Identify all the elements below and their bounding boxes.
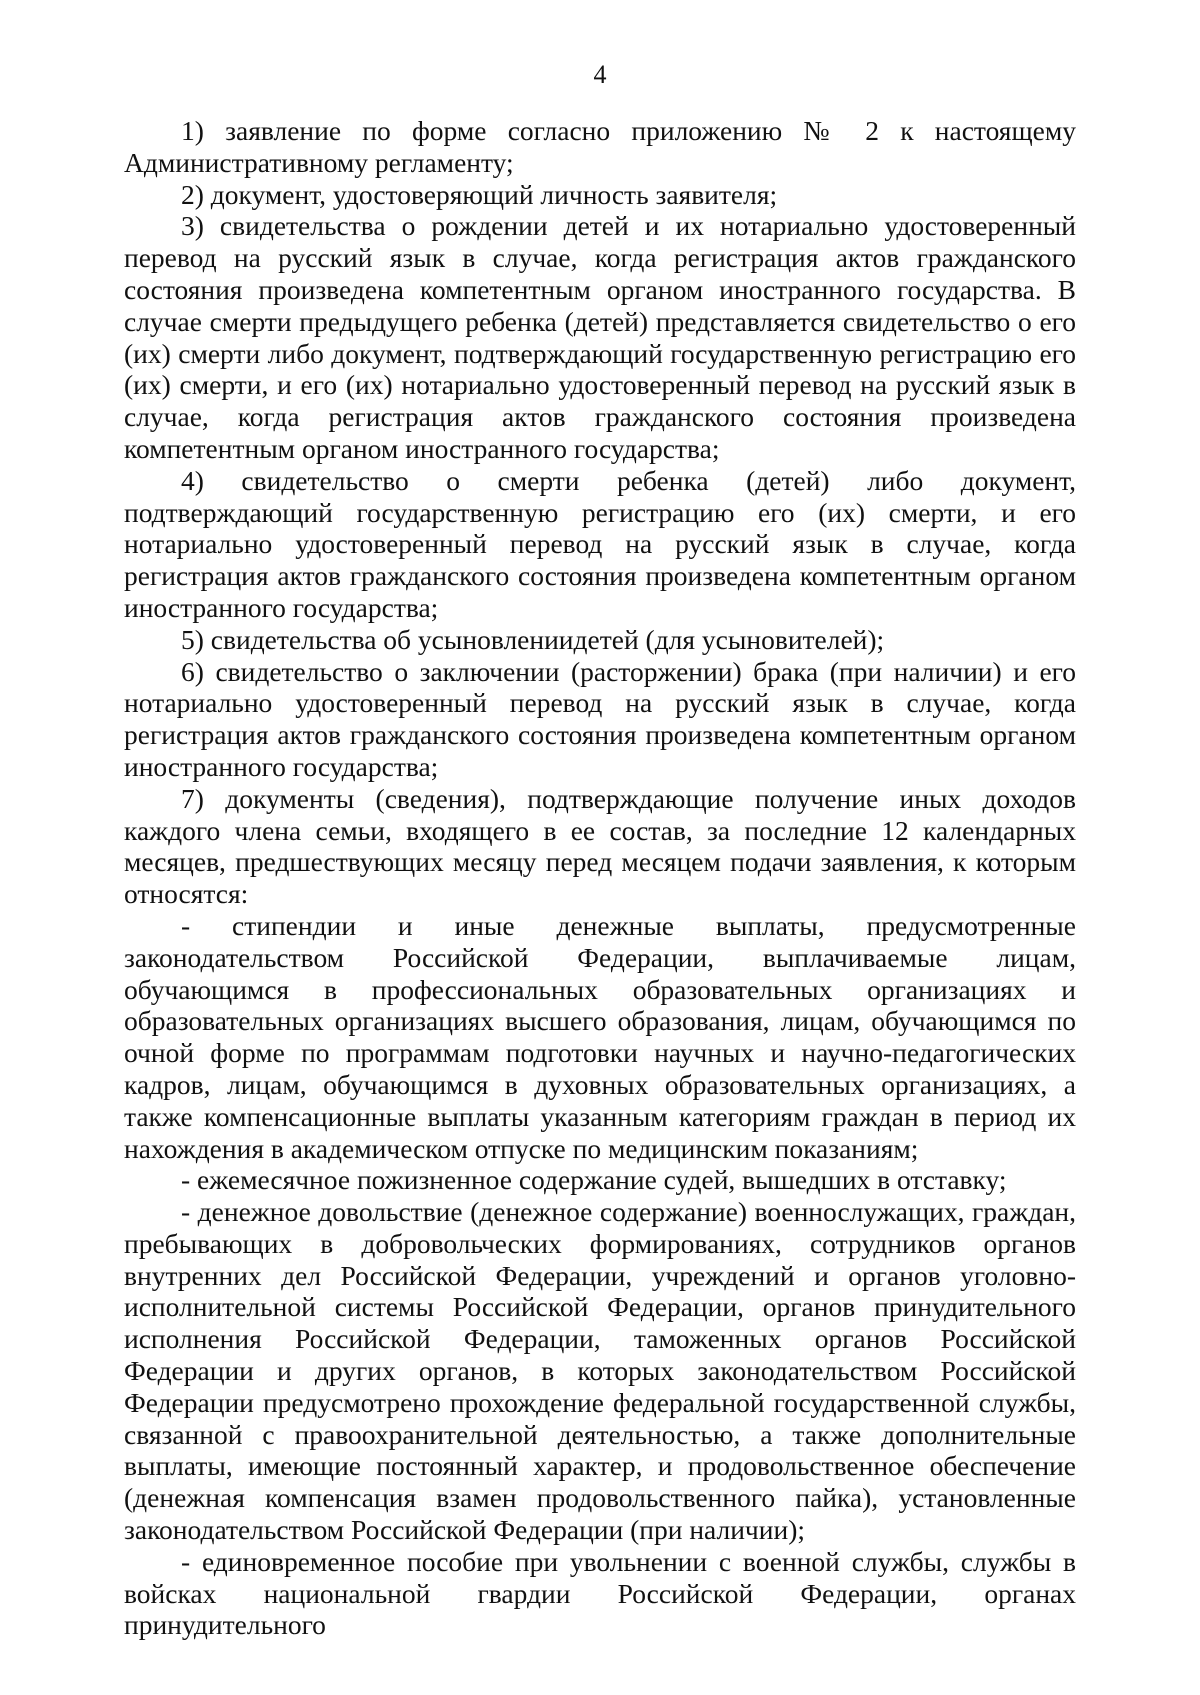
paragraph-stipends: - стипендии и иные денежные выплаты, предусмотренные законодательством Российской Федерации, выплачиваемые лицам, обучающимся в профессиональных образовательных организациях и образовательных организациях высшего образования, лицам, обучающимся по очной форме по программам подготовки научных и научно-педагогических кадров, лицам, обучающимся в духовных образовательных организациях, а также компенсационные выплаты указанным категориям граждан в период их нахождения в академическом отпуске по медицинским показаниям; bbox=[124, 909, 1076, 1164]
paragraph-judges-allowance: - ежемесячное пожизненное содержание судей, вышедших в отставку; bbox=[181, 1164, 1007, 1196]
paragraph-item-3-birth-certificates: 3) свидетельства о рождении детей и их нотариально удостоверенный перевод на русский язык в случае, когда регистрация актов гражданского состояния произведена компетентным органом иностранного государства. В случае смерти предыдущего ребенка (детей) представляется свидетельство о его (их) смерти либо документ, подтверждающий государственную регистрацию его (их) смерти, и его (их) нотариально удостоверенный перевод на русский язык в случае, когда регистрация актов гражданского состояния произведена компетентным органом иностранного государства; bbox=[124, 210, 1076, 464]
paragraph-item-1-application: 1) заявление по форме согласно приложению № 2 к настоящему Административному регламенту; bbox=[124, 115, 1076, 178]
paragraph-dismissal-benefit: - единовременное пособие при увольнении с военной службы, службы в войсках национальной гвардии Российской Федерации, органах принудительного bbox=[124, 1545, 1076, 1641]
paragraph-item-4-death-certificate: 4) свидетельство о смерти ребенка (детей) либо документ, подтверждающий государственную регистрацию его (их) смерти, и его нотариально удостоверенный перевод на русский язык в случае, когда регистрация актов гражданского состояния произведена компетентным органом иностранного государства; bbox=[124, 464, 1076, 623]
paragraph-item-2-identity-document: 2) документ, удостоверяющий личность заявителя; bbox=[181, 178, 778, 210]
page-number: 4 bbox=[593, 60, 607, 89]
paragraph-item-7-income-documents: 7) документы (сведения), подтверждающие получение иных доходов каждого члена семьи, входящего в ее состав, за последние 12 календарных месяцев, предшествующих месяцу перед месяцем подачи заявления, к которым относятся: bbox=[124, 782, 1076, 910]
paragraph-item-5-adoption-certificates: 5) свидетельства об усыновлениидетей (для усыновителей); bbox=[181, 623, 885, 655]
document-body bbox=[124, 115, 1076, 1641]
paragraph-military-allowance: - денежное довольствие (денежное содержание) военнослужащих, граждан, пребывающих в добровольческих формированиях, сотрудников органов внутренних дел Российской Федерации, учреждений и органов уголовно-исполнительной системы Российской Федерации, органов принудительного исполнения Российской Федерации, таможенных органов Российской Федерации и других органов, в которых законодательством Российской Федерации предусмотрено прохождение федеральной государственной службы, связанной с правоохранительной деятельностью, а также дополнительные выплаты, имеющие постоянный характер, и продовольственное обеспечение (денежная компенсация взамен продовольственного пайка), установленные законодательством Российской Федерации (при наличии); bbox=[124, 1196, 1076, 1546]
paragraph-item-6-marriage-certificate: 6) свидетельство о заключении (расторжении) брака (при наличии) и его нотариально удостоверенный перевод на русский язык в случае, когда регистрация актов гражданского состояния произведена компетентным органом иностранного государства; bbox=[124, 655, 1076, 782]
